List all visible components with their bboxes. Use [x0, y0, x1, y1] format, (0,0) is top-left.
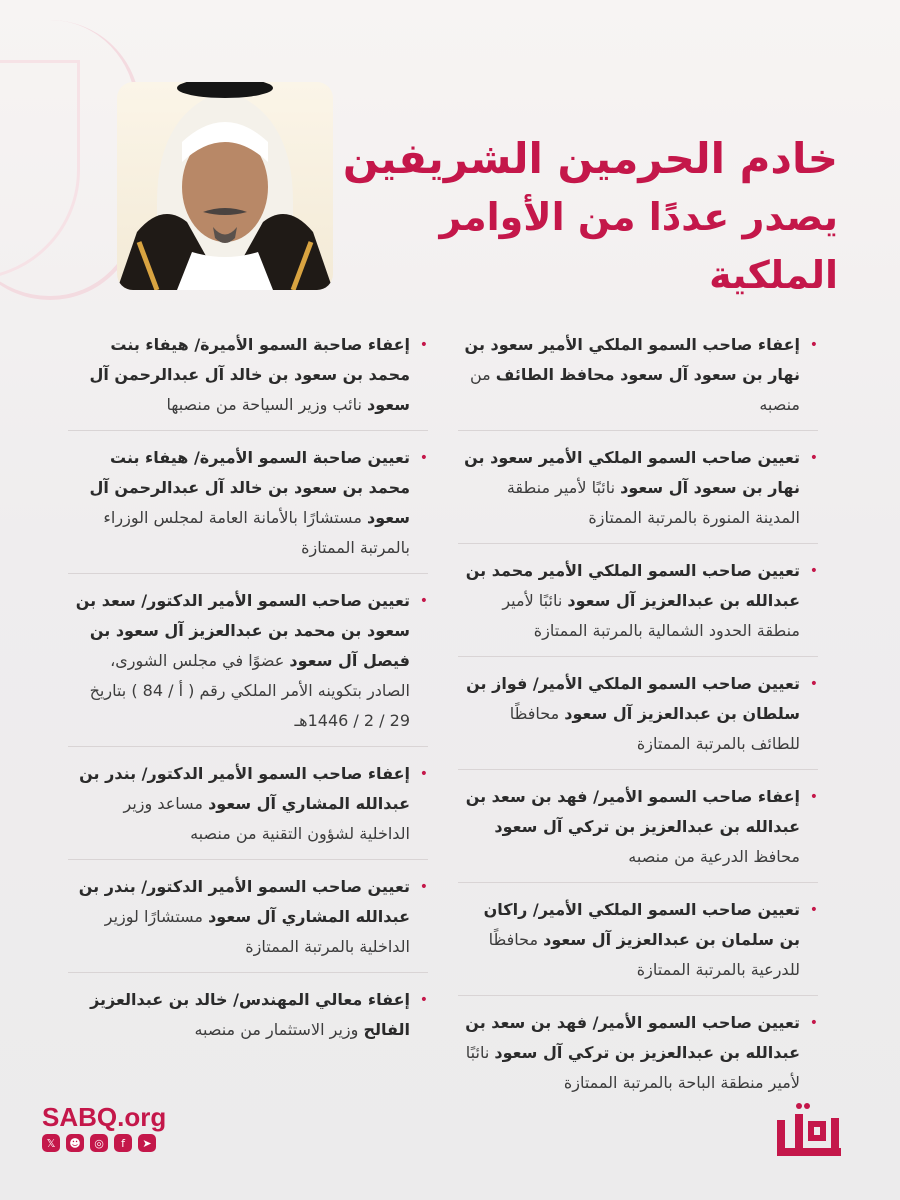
- list-item: • تعيين صاحبة السمو الأميرة/ هيفاء بنت محمد بن سعود بن خالد آل عبدالرحمن آل سعود مستشارًا بالأمانة العامة لمجلس الوزراء بالمرتبة الممتازة: [68, 443, 428, 563]
- social-icons: [42, 1134, 156, 1152]
- telegram-icon[interactable]: ➤: [138, 1134, 156, 1152]
- list-item: • تعيين صاحب السمو الملكي الأمير محمد بن عبدالله بن عبدالعزيز آل سعود نائبًا لأمير منطقة الحدود الشمالية بالمرتبة الممتازة: [458, 556, 818, 646]
- divider: [458, 543, 818, 544]
- facebook-icon[interactable]: f: [114, 1134, 132, 1152]
- list-item: • إعفاء صاحب السمو الملكي الأمير سعود بن نهار بن سعود آل سعود محافظ الطائف من منصبه: [458, 330, 818, 420]
- list-item: • إعفاء صاحب السمو الأمير/ فهد بن سعد بن عبدالله بن عبدالعزيز بن تركي آل سعود محافظ الدرعية من منصبه: [458, 782, 818, 872]
- divider: [458, 656, 818, 657]
- divider: [458, 995, 818, 996]
- left-column: [68, 330, 428, 1045]
- instagram-icon[interactable]: ◎: [90, 1134, 108, 1152]
- list-item: • إعفاء صاحبة السمو الأميرة/ هيفاء بنت محمد بن سعود بن خالد آل عبدالرحمن آل سعود نائب وزير السياحة من منصبها: [68, 330, 428, 420]
- list-item: • تعيين صاحب السمو الملكي الأمير/ فواز بن سلطان بن عبدالعزيز آل سعود محافظًا للطائف بالمرتبة الممتازة: [458, 669, 818, 759]
- snapchat-icon[interactable]: ☻: [66, 1134, 84, 1152]
- portrait-photo: [117, 82, 333, 290]
- list-item: • إعفاء معالي المهندس/ خالد بن عبدالعزيز الفالح وزير الاستثمار من منصبه: [68, 985, 428, 1045]
- divider: [458, 769, 818, 770]
- x-icon[interactable]: 𝕏: [42, 1134, 60, 1152]
- headline-line-1: خادم الحرمين الشريفين: [342, 134, 838, 183]
- brand-url-link[interactable]: SABQ.org: [42, 1102, 167, 1132]
- headline: [338, 130, 838, 304]
- divider: [68, 573, 428, 574]
- divider: [458, 430, 818, 431]
- divider: [68, 430, 428, 431]
- list-item: • تعيين صاحب السمو الملكي الأمير/ راكان بن سلمان بن عبدالعزيز آل سعود محافظًا للدرعية بالمرتبة الممتازة: [458, 895, 818, 985]
- list-item: • تعيين صاحب السمو الملكي الأمير سعود بن نهار بن سعود آل سعود نائبًا لأمير منطقة المدينة المنورة بالمرتبة الممتازة: [458, 443, 818, 533]
- list-item: • تعيين صاحب السمو الأمير/ فهد بن سعد بن عبدالله بن عبدالعزيز بن تركي آل سعود نائبًا لأمير منطقة الباحة بالمرتبة الممتازة: [458, 1008, 818, 1098]
- list-item: • تعيين صاحب السمو الأمير الدكتور/ بندر بن عبدالله المشاري آل سعود مستشارًا لوزير الداخلية بالمرتبة الممتازة: [68, 872, 428, 962]
- list-item: • تعيين صاحب السمو الأمير الدكتور/ سعد بن سعود بن محمد بن عبدالعزيز آل سعود بن فيصل آل سعود عضوًا في مجلس الشورى، الصادر بتكوينه الأمر الملكي رقم ( أ / 84 ) بتاريخ 29 / 2 / 1446هـ: [68, 586, 428, 736]
- divider: [68, 972, 428, 973]
- headline-line-2: يصدر عددًا من الأوامر الملكية: [439, 195, 838, 297]
- right-column: [458, 330, 818, 1098]
- divider: [458, 882, 818, 883]
- divider: [68, 746, 428, 747]
- divider: [68, 859, 428, 860]
- sabq-logo: [773, 1100, 845, 1158]
- list-item: • إعفاء صاحب السمو الأمير الدكتور/ بندر بن عبدالله المشاري آل سعود مساعد وزير الداخلية لشؤون التقنية من منصبه: [68, 759, 428, 849]
